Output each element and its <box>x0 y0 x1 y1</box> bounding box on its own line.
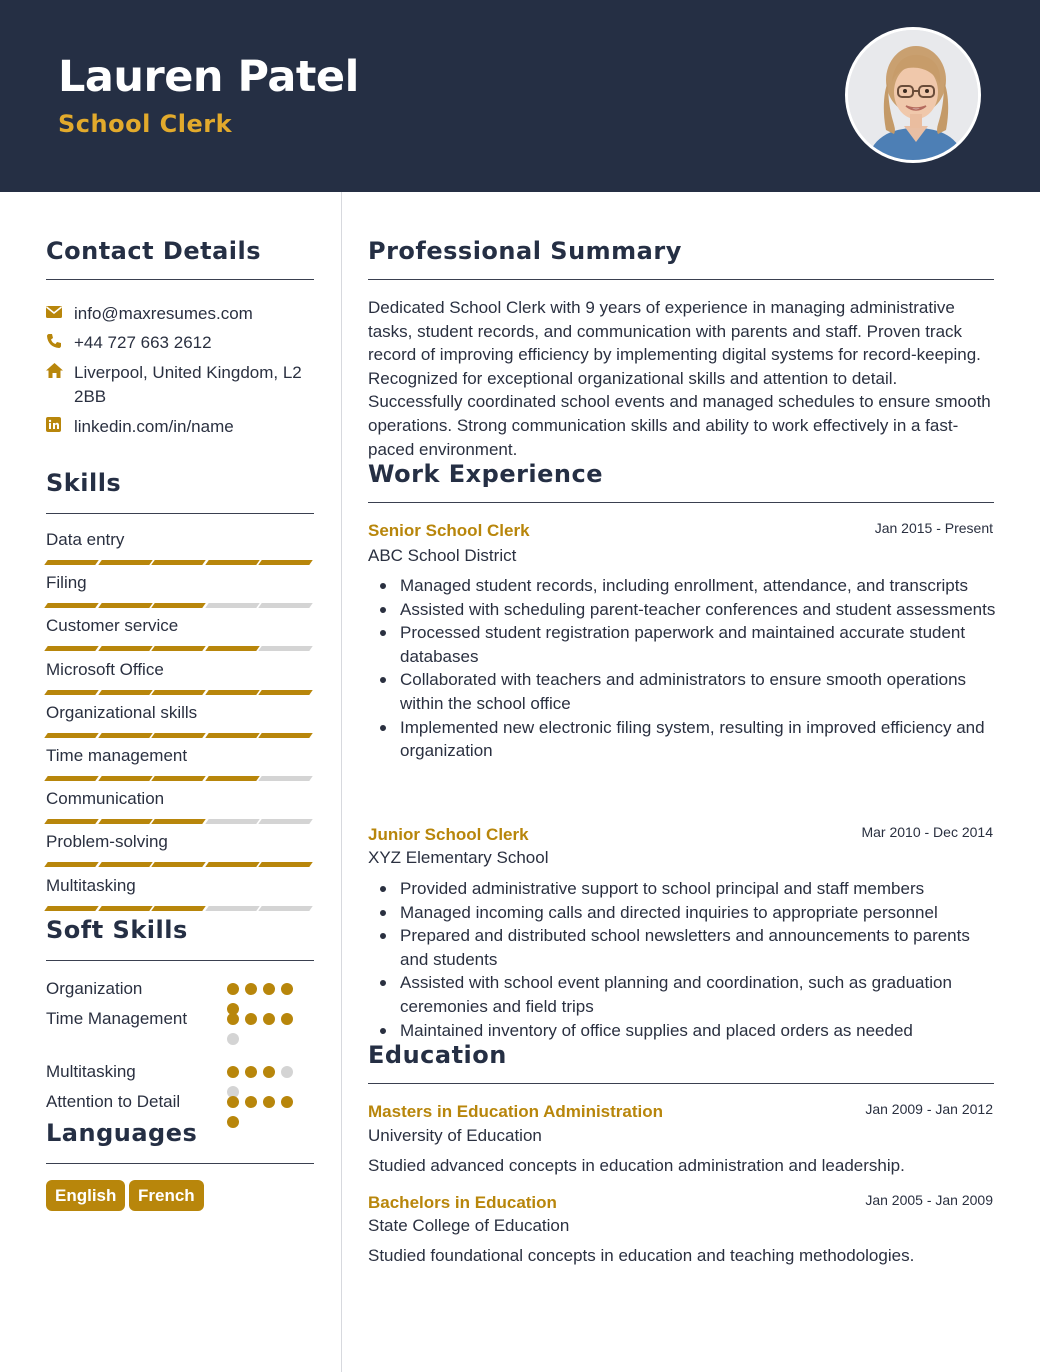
skill-level-segment <box>259 733 313 738</box>
skill-level-segment <box>205 646 259 651</box>
rating-dot <box>227 1033 239 1045</box>
home-icon <box>46 361 74 409</box>
skill-level-segment <box>44 560 98 565</box>
skill-level-segment <box>259 690 313 695</box>
school-name: University of Education <box>368 1126 542 1145</box>
rating-dot <box>245 1096 257 1108</box>
job-bullet: Processed student registration paperwork and maintained accurate student databases <box>400 621 1000 668</box>
rating-dot <box>227 1066 239 1078</box>
contact-location <box>46 361 316 409</box>
rating-dot <box>281 1096 293 1108</box>
job-bullet: Prepared and distributed school newsletters and announcements to parents and students <box>400 924 1000 971</box>
phone-icon <box>46 331 74 355</box>
rating-dot <box>227 1096 239 1108</box>
education-description: Studied advanced concepts in education administration and leadership. <box>368 1156 905 1175</box>
skill-level-segment <box>205 690 259 695</box>
skill-level-segment <box>259 560 313 565</box>
job-dates: Mar 2010 - Dec 2014 <box>861 824 993 840</box>
skill-name: Data entry <box>46 530 125 549</box>
skill-level-segment <box>44 906 98 911</box>
skill-level-segment <box>44 776 98 781</box>
skill-level-segment <box>205 862 259 867</box>
skills-heading: Skills <box>46 469 122 497</box>
soft-skills-heading: Soft Skills <box>46 916 188 944</box>
job-bullet: Managed incoming calls and directed inquiries to appropriate personnel <box>400 901 1000 925</box>
contact-linkedin[interactable] <box>46 415 316 439</box>
contact-phone[interactable] <box>46 331 316 355</box>
skill-name: Organizational skills <box>46 702 198 722</box>
degree-title: Bachelors in Education <box>368 1193 557 1212</box>
skill-name: Communication <box>46 789 165 809</box>
skill-name: Customer service <box>46 616 179 636</box>
rating-dot <box>227 1013 239 1025</box>
skill-level-segment <box>205 603 259 608</box>
skill-level-segment <box>44 819 98 824</box>
rating-dot <box>245 983 257 995</box>
skill-level-segment <box>151 776 205 781</box>
skill-level-segment <box>151 819 205 824</box>
job-organization: XYZ Elementary School <box>368 848 549 867</box>
education-rule <box>368 1083 994 1084</box>
soft-skill-rating <box>227 1066 302 1098</box>
rating-dot <box>281 1066 293 1078</box>
degree-title: Masters in Education Administration <box>368 1102 664 1121</box>
summary-text: Dedicated School Clerk with 9 years of experience in managing administrative tasks, student records, and communication with parents and staff. Proven track record of improving efficiency by implementing digital systems for record-keeping. Recognized for exceptional organizational skills and attention to detail. Successfully coordinated school events and managed schedules to ensure smooth operations. Strong communication skills and ability to work effectively in a fast-paced environment. <box>368 298 991 459</box>
profile-photo <box>845 27 981 163</box>
soft-skill-rating <box>227 983 302 1015</box>
skill-level-segment <box>44 862 98 867</box>
rating-dot <box>227 1116 239 1128</box>
skill-level-bar <box>46 819 314 824</box>
rating-dot <box>263 1013 275 1025</box>
soft-skill-rating <box>227 1013 302 1045</box>
skill-level-bar <box>46 603 314 608</box>
experience-heading: Work Experience <box>368 460 604 488</box>
skill-level-segment <box>98 603 152 608</box>
candidate-name: Lauren Patel <box>58 52 359 102</box>
skill-level-segment <box>151 560 205 565</box>
skill-level-segment <box>151 690 205 695</box>
skill-level-bar <box>46 862 314 867</box>
soft-skill-name: Attention to Detail <box>46 1092 181 1111</box>
soft-skill-rating <box>227 1096 302 1128</box>
column-divider <box>341 192 342 1372</box>
skill-level-segment <box>98 819 152 824</box>
rating-dot <box>263 1066 275 1078</box>
contact-linkedin-text: linkedin.com/in/name <box>74 417 234 436</box>
skill-level-segment <box>44 733 98 738</box>
rating-dot <box>263 1096 275 1108</box>
education-description: Studied foundational concepts in education and teaching methodologies. <box>368 1246 915 1265</box>
candidate-title: School Clerk <box>58 110 233 138</box>
job-role: Senior School Clerk <box>368 521 530 540</box>
contact-location-text: Liverpool, United Kingdom, L2 2BB <box>74 363 302 406</box>
job-bullet: Collaborated with teachers and administrators to ensure smooth operations within the school office <box>400 668 1000 715</box>
job-bullet: Assisted with scheduling parent-teacher conferences and student assessments <box>400 598 1000 622</box>
skill-level-segment <box>151 646 205 651</box>
rating-dot <box>281 983 293 995</box>
job-role: Junior School Clerk <box>368 825 529 844</box>
language-badge: French <box>129 1180 204 1211</box>
language-badge: English <box>46 1180 125 1211</box>
languages-heading: Languages <box>46 1119 198 1147</box>
rating-dot <box>281 1013 293 1025</box>
skill-level-segment <box>259 819 313 824</box>
skill-level-segment <box>44 603 98 608</box>
soft-skill-name: Organization <box>46 979 143 998</box>
skill-level-segment <box>98 733 152 738</box>
skill-level-segment <box>98 690 152 695</box>
skill-name: Time management <box>46 746 188 765</box>
contact-email-text: info@maxresumes.com <box>74 304 253 323</box>
skill-name: Problem-solving <box>46 832 168 852</box>
skill-level-segment <box>259 646 313 651</box>
skill-level-bar <box>46 906 314 911</box>
skill-name: Filing <box>46 573 87 593</box>
rating-dot <box>245 1066 257 1078</box>
rating-dot <box>227 983 239 995</box>
skill-name: Multitasking <box>46 875 136 895</box>
skill-level-segment <box>44 646 98 651</box>
skill-level-segment <box>259 776 313 781</box>
skill-level-segment <box>259 603 313 608</box>
skill-level-segment <box>98 862 152 867</box>
job-organization: ABC School District <box>368 546 517 565</box>
education-dates: Jan 2005 - Jan 2009 <box>865 1192 993 1208</box>
education-heading: Education <box>368 1041 507 1069</box>
job-bullet: Maintained inventory of office supplies and placed orders as needed <box>400 1019 1000 1043</box>
rating-dot <box>263 983 275 995</box>
job-bullets <box>400 574 1000 763</box>
skill-level-segment <box>205 733 259 738</box>
contact-rule <box>46 279 314 280</box>
skill-level-bar <box>46 776 314 781</box>
skill-level-segment <box>205 560 259 565</box>
skill-level-segment <box>151 906 205 911</box>
job-bullet: Assisted with school event planning and coordination, such as graduation ceremonies and field trips <box>400 971 1000 1018</box>
contact-heading: Contact Details <box>46 237 262 265</box>
job-bullet: Provided administrative support to school principal and staff members <box>400 877 1000 901</box>
summary-heading: Professional Summary <box>368 237 682 265</box>
school-name: State College of Education <box>368 1216 570 1235</box>
envelope-icon <box>46 302 74 326</box>
skill-level-segment <box>98 560 152 565</box>
skill-level-bar <box>46 646 314 651</box>
soft-skills-rule <box>46 960 314 961</box>
skill-level-segment <box>205 776 259 781</box>
skills-rule <box>46 513 314 514</box>
skill-level-segment <box>259 862 313 867</box>
languages-rule <box>46 1163 314 1164</box>
skill-level-segment <box>98 646 152 651</box>
contact-email[interactable] <box>46 302 316 326</box>
skill-level-segment <box>98 906 152 911</box>
skill-level-segment <box>151 862 205 867</box>
skill-level-segment <box>259 906 313 911</box>
skill-level-segment <box>205 819 259 824</box>
skill-level-bar <box>46 733 314 738</box>
rating-dot <box>245 1013 257 1025</box>
skill-level-segment <box>44 690 98 695</box>
skill-level-bar <box>46 560 314 565</box>
skill-level-segment <box>98 776 152 781</box>
skill-level-segment <box>151 603 205 608</box>
soft-skill-name: Multitasking <box>46 1062 136 1081</box>
job-dates: Jan 2015 - Present <box>874 520 993 536</box>
job-bullets <box>400 877 1000 1042</box>
person-portrait-icon <box>848 30 981 163</box>
skill-name: Microsoft Office <box>46 659 164 679</box>
resume-header <box>0 0 1040 192</box>
linkedin-icon <box>46 415 74 439</box>
job-bullet: Managed student records, including enrollment, attendance, and transcripts <box>400 574 1000 598</box>
contact-phone-text: +44 727 663 2612 <box>74 333 212 352</box>
soft-skill-name: Time Management <box>46 1009 188 1028</box>
education-dates: Jan 2009 - Jan 2012 <box>865 1101 993 1117</box>
job-bullet: Implemented new electronic filing system, resulting in improved efficiency and organization <box>400 716 1000 763</box>
skill-level-segment <box>151 733 205 738</box>
skill-level-bar <box>46 690 314 695</box>
experience-rule <box>368 502 994 503</box>
skill-level-segment <box>205 906 259 911</box>
summary-rule <box>368 279 994 280</box>
